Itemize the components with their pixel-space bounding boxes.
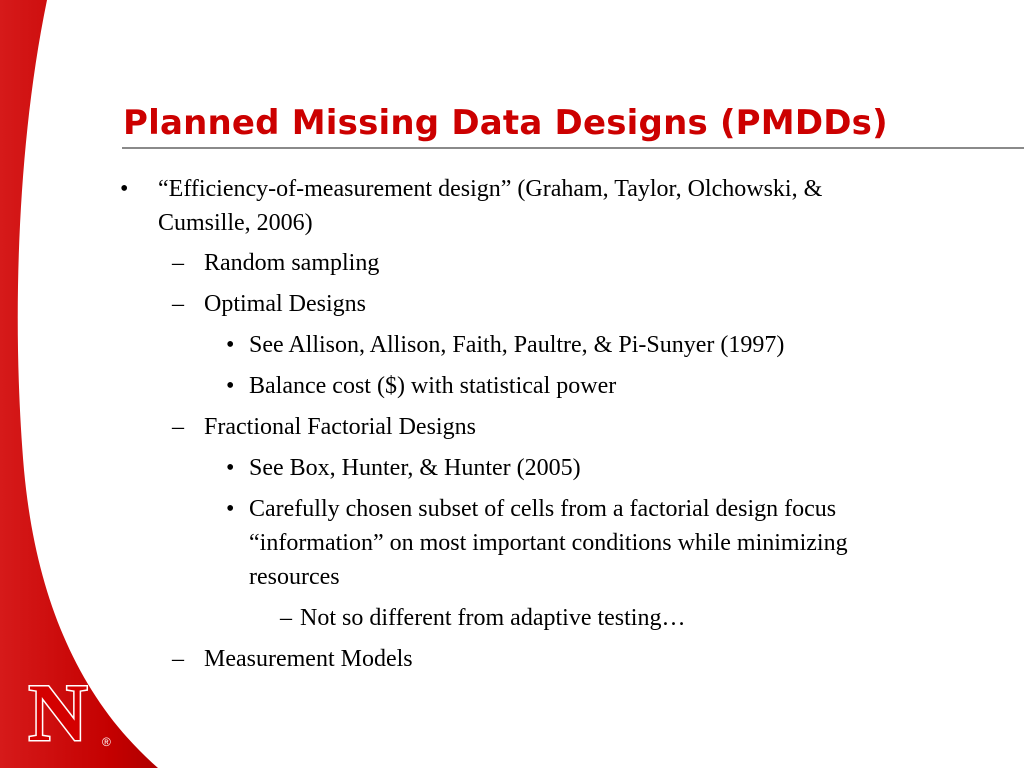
sub-sub-bullet-balance-cost: Balance cost ($) with statistical power bbox=[249, 373, 617, 399]
registered-mark: ® bbox=[102, 735, 111, 749]
sub-sub-bullet-box-hunter: See Box, Hunter, & Hunter (2005) bbox=[249, 455, 581, 481]
sub-bullet-fractional-factorial: Fractional Factorial Designs bbox=[204, 414, 476, 440]
dot-marker: • bbox=[226, 373, 235, 399]
sub-bullet-measurement-models: Measurement Models bbox=[204, 646, 413, 672]
dot-marker: • bbox=[226, 455, 235, 481]
bullet-efficiency-line1: “Efficiency-of-measurement design” (Graham, Taylor, Olchowski, & bbox=[158, 176, 823, 202]
dash-marker: – bbox=[172, 646, 184, 672]
sub-bullet-optimal-designs: Optimal Designs bbox=[204, 291, 366, 317]
sub-bullet-random-sampling: Random sampling bbox=[204, 250, 380, 276]
dot-marker: • bbox=[226, 496, 235, 522]
dash-marker: – bbox=[280, 605, 292, 631]
dot-marker: • bbox=[226, 332, 235, 358]
slide-title: Planned Missing Data Designs (PMDDs) bbox=[123, 103, 888, 143]
sub-sub-bullet-allison: See Allison, Allison, Faith, Paultre, & Pi-Sunyer (1997) bbox=[249, 332, 785, 358]
sub-sub-bullet-carefully-chosen-line2: “information” on most important conditions while minimizing bbox=[249, 530, 848, 556]
nebraska-n-logo bbox=[14, 668, 124, 758]
dash-marker: – bbox=[172, 414, 184, 440]
level4-bullet-adaptive-testing: Not so different from adaptive testing… bbox=[300, 605, 686, 631]
logo-letter: N bbox=[28, 668, 88, 758]
bullet-efficiency-line2: Cumsille, 2006) bbox=[158, 210, 313, 236]
sub-sub-bullet-carefully-chosen-line1: Carefully chosen subset of cells from a factorial design focus bbox=[249, 496, 837, 522]
sub-sub-bullet-carefully-chosen-line3: resources bbox=[249, 564, 340, 590]
dash-marker: – bbox=[172, 250, 184, 276]
bullet-marker: • bbox=[120, 176, 129, 202]
dash-marker: – bbox=[172, 291, 184, 317]
title-divider bbox=[122, 147, 1024, 149]
